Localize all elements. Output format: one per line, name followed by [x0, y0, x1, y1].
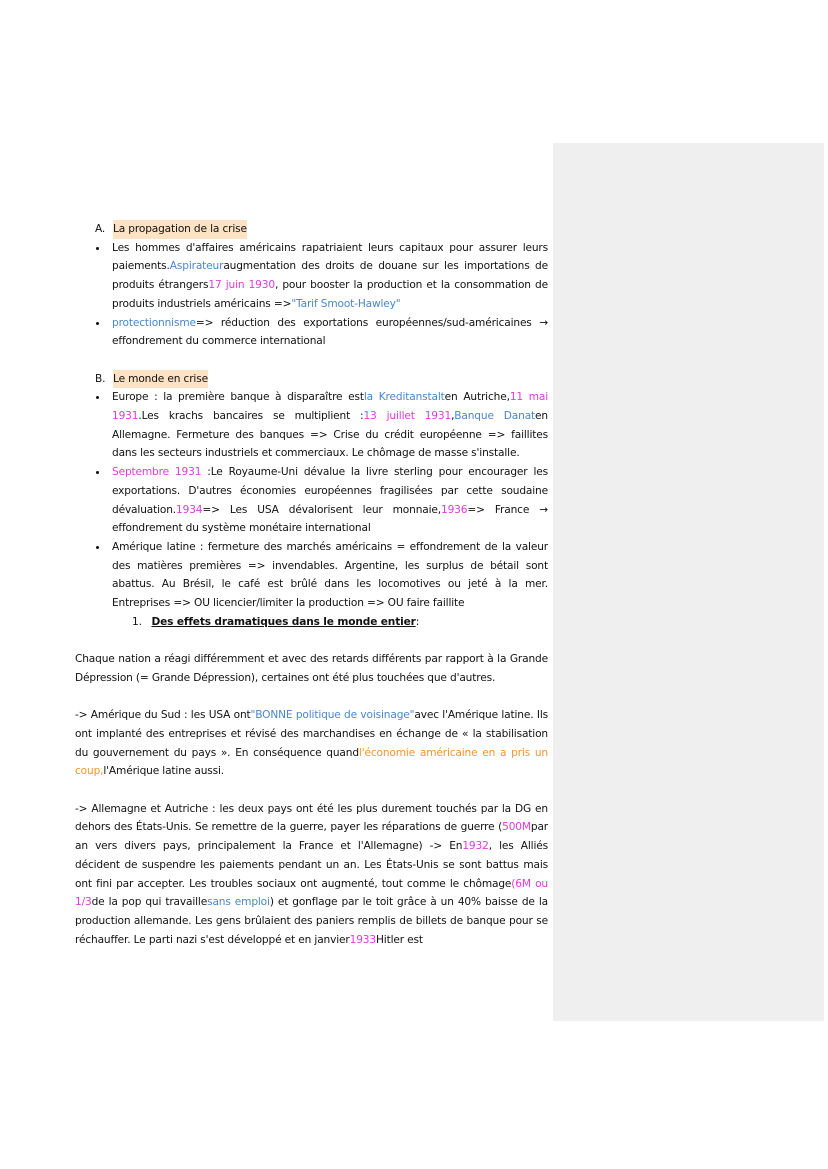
heading-a-title: La propagation de la crise: [113, 220, 247, 239]
term-policy: "BONNE politique de voisinage": [250, 709, 415, 722]
text-run: => France → effondrement du système monétaire international: [112, 503, 548, 535]
subheading-number: 1.: [132, 615, 142, 628]
document-body: [75, 220, 548, 949]
text-run: Amérique latine : fermeture des marchés américains = effondrement de la valeur des matières premières => invendables. Argentine, les surplus de bétail sont abattus. Au Brésil, le café est brûlé dans les locomotives ou jeté à la mer. Entreprises => OU licencier/limiter la production => OU faire faillite: [112, 540, 548, 610]
date-highlight: 11 mai 1931: [112, 391, 549, 423]
term-aspirateur: Aspirateur: [169, 260, 224, 273]
paragraph: Chaque nation a réagi différemment et avec des retards différents par rapport à la Grande Dépression (= Grande Dépression), certaines ont été plus touchées que d'autres.: [75, 653, 548, 684]
text-run: .Les krachs bancaires se multiplient :: [138, 410, 364, 423]
text-run: :Le Royaume-Uni dévalue la livre sterling pour encourager les exportations. D'autres économies européennes fragilisées par cette soudaine dévaluation.: [112, 466, 548, 516]
heading-a-letter: A.: [95, 223, 106, 235]
text-run: en Autriche,: [444, 391, 510, 404]
number-highlight: (6M ou 1/3: [75, 877, 548, 909]
date-highlight: 1934: [176, 503, 203, 516]
text-run: en Allemagne. Fermeture des banques => Crise du crédit européenne => faillites dans les secteurs industriels et commerciaux. Le chômage de masse s'installe.: [112, 410, 548, 460]
paragraph: [75, 706, 548, 781]
list-item: [75, 538, 548, 613]
text-run: augmentation des droits de douane sur les importations de produits étrangers: [112, 260, 548, 292]
list-item: [75, 239, 548, 314]
list-b: [75, 388, 548, 612]
text-run: Europe : la première banque à disparaître est: [112, 391, 364, 404]
heading-b: [95, 370, 548, 389]
text-run: Hitler est: [375, 933, 423, 946]
text-run: l'Amérique latine aussi.: [103, 765, 225, 778]
comment-margin-pane: [553, 143, 824, 1021]
term-protectionnisme: protectionnisme: [112, 316, 196, 329]
text-run: -> Allemagne et Autriche : les deux pays ont été les plus durement touchés par la DG en dehors des États-Unis. Se remettre de la guerre, payer les réparations de guerre (: [75, 802, 548, 834]
text-run: -> Amérique du Sud : les USA ont: [75, 709, 251, 722]
term-impact: l'économie américaine en a pris un coup,: [75, 746, 548, 778]
heading-a: [95, 220, 548, 239]
text-run: , les Alliés décident de suspendre les paiements pendant un an. Les États-Unis se sont battus mais ont fini par accepter. Les troubles sociaux ont augmenté, tout comme le chômage: [75, 840, 548, 890]
number-highlight: 500M: [502, 821, 531, 834]
heading-b-title: Le monde en crise: [113, 370, 208, 389]
list-item: [75, 463, 548, 538]
date-highlight: 1933: [349, 933, 376, 946]
term-tarif: "Tarif Smoot-Hawley": [291, 297, 401, 310]
list-item: [75, 388, 548, 463]
date-highlight: 1936: [441, 503, 468, 516]
text-run: ) et gonflage par le toit grâce à un 40% baisse de la production allemande. Les gens brûlaient des paniers remplis de billets de banque pour se réchauffer. Le parti nazi s'est développé et en janvier: [75, 896, 548, 946]
term-kreditanstalt: la Kreditanstalt: [363, 391, 445, 404]
text-run: ,: [451, 410, 455, 423]
date-highlight: 17 juin 1930: [208, 279, 275, 292]
list-a: [75, 239, 548, 351]
paragraph: [75, 800, 548, 950]
text-run: => réduction des exportations européennes/sud-américaines → effondrement du commerce international: [112, 316, 548, 348]
text-run: => Les USA dévalorisent leur monnaie,: [202, 503, 441, 516]
term-unemployed: sans emploi: [207, 896, 270, 909]
term-danat: Banque Danat: [454, 410, 536, 423]
subheading-colon: :: [415, 615, 420, 628]
text-run: Les hommes d'affaires américains rapatriaient leurs capitaux pour assurer leurs paiements.: [112, 241, 548, 273]
date-highlight: 1932: [462, 840, 489, 853]
text-run: avec l'Amérique latine. Ils ont implanté des entreprises et révisé des marchandises en échange de « la stabilisation du gouvernement du pays ». En conséquence quand: [75, 709, 548, 759]
text-run: , pour booster la production et la consommation de produits industriels américains =>: [112, 279, 548, 310]
subheading: [132, 613, 548, 632]
text-run: de la pop qui travaille: [91, 896, 208, 909]
list-item: [75, 314, 548, 351]
text-run: par an vers divers pays, principalement la France et l'Allemagne) -> En: [75, 821, 548, 853]
subheading-title: Des effets dramatiques dans le monde entier: [151, 615, 416, 628]
heading-b-letter: B.: [95, 372, 106, 385]
date-highlight: 13 juillet 1931: [363, 410, 452, 423]
date-highlight: Septembre 1931: [112, 466, 202, 479]
